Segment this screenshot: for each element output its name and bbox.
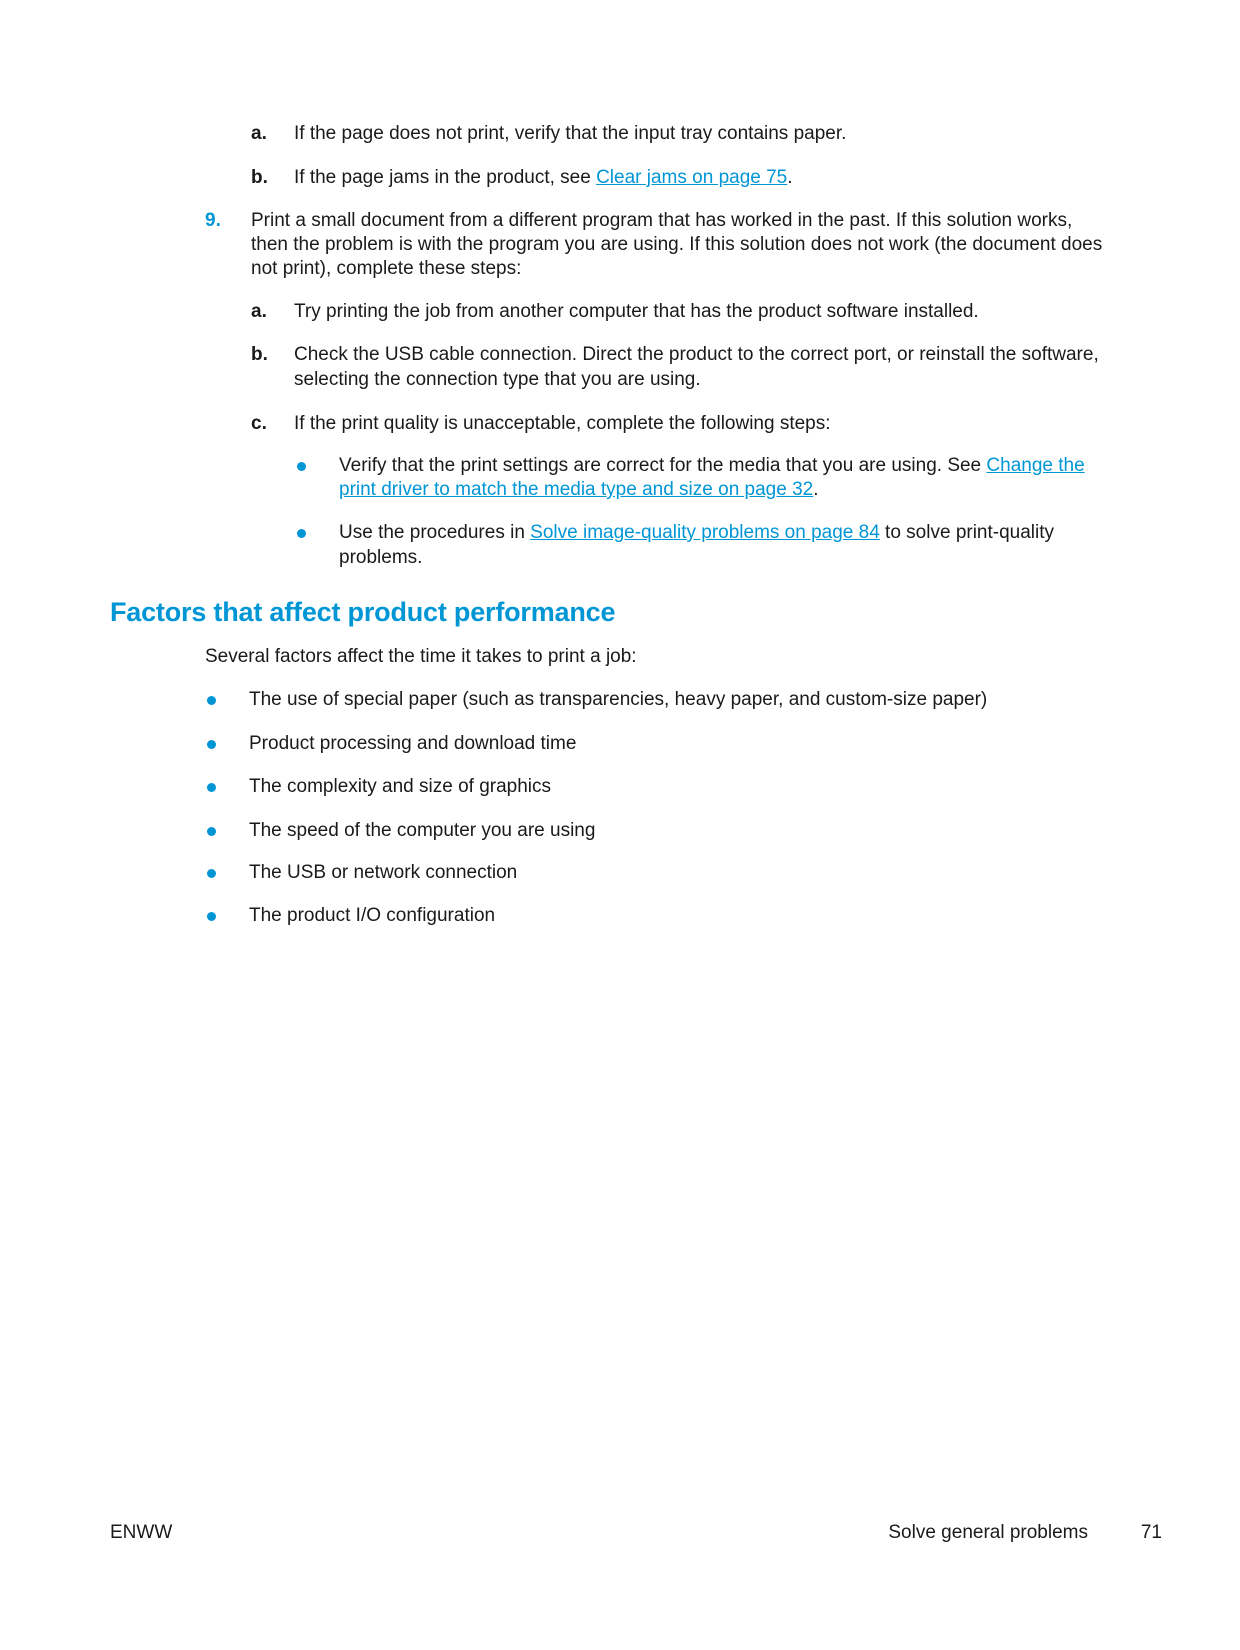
nested-bullet-2-text: Use the procedures in (339, 522, 531, 543)
section-intro: Several factors affect the time it takes to print a job: (205, 646, 637, 667)
substep-label-c: c. (251, 413, 267, 434)
bullet-icon (207, 827, 216, 836)
nested-bullet-1-text: Verify that the print settings are correct for the media that you are using. See (339, 455, 987, 476)
nested-bullet-2-line-1 (339, 521, 1054, 545)
factor-item: The speed of the computer you are using (249, 820, 596, 841)
bullet-icon (297, 462, 306, 471)
clear-jams-link[interactable]: Clear jams on page 75 (596, 167, 788, 188)
factor-item: The USB or network connection (249, 862, 518, 883)
nested-bullet-1-line-2 (339, 478, 819, 502)
section-heading: Factors that affect product performance (110, 597, 616, 627)
change-print-driver-link[interactable]: Change the (986, 455, 1085, 476)
bullet-icon (207, 740, 216, 749)
step-text-b (294, 166, 793, 190)
bullet-icon (207, 696, 216, 705)
step9-line-3: not print), complete these steps: (251, 258, 522, 279)
step-number-9: 9. (205, 210, 221, 231)
step9-line-1: Print a small document from a different program that has worked in the past. If this solution works, (251, 210, 1073, 231)
substep-label-a: a. (251, 301, 267, 322)
factor-item: The complexity and size of graphics (249, 776, 552, 797)
substep-text-a: Try printing the job from another computer that has the product software installed. (294, 301, 979, 322)
step9-line-2: then the problem is with the program you are using. If this solution does not work (the document does (251, 234, 1103, 255)
solve-image-quality-link[interactable]: Solve image-quality problems on page 84 (530, 522, 880, 543)
substep-text-b-line-1: Check the USB cable connection. Direct the product to the correct port, or reinstall the software, (294, 344, 1099, 365)
footer-left: ENWW (110, 1522, 173, 1543)
footer-chapter: Solve general problems (888, 1522, 1088, 1543)
change-print-driver-link-cont[interactable]: print driver to match the media type and size on page 32 (339, 479, 814, 500)
step-text-b-before: If the page jams in the product, see (294, 167, 597, 188)
nested-bullet-1-after: . (813, 479, 819, 500)
bullet-icon (207, 912, 216, 921)
substep-text-b-line-2: selecting the connection type that you are using. (294, 369, 701, 390)
bullet-icon (297, 529, 306, 538)
nested-bullet-2-after: to solve print-quality (879, 522, 1055, 543)
nested-bullet-2-line-2: problems. (339, 547, 423, 568)
footer-page-number: 71 (1140, 1522, 1162, 1543)
factor-item: Product processing and download time (249, 733, 577, 754)
bullet-icon (207, 869, 216, 878)
step-label-b: b. (251, 167, 268, 188)
step-text-a: If the page does not print, verify that the input tray contains paper. (294, 123, 847, 144)
bullet-icon (207, 783, 216, 792)
factor-item: The use of special paper (such as transparencies, heavy paper, and custom-size paper) (249, 689, 988, 710)
substep-text-c: If the print quality is unacceptable, complete the following steps: (294, 413, 831, 434)
step-text-b-after: . (787, 167, 793, 188)
nested-bullet-1-line-1 (339, 454, 1085, 478)
factor-item: The product I/O configuration (249, 905, 496, 926)
substep-label-b: b. (251, 344, 268, 365)
step-label-a: a. (251, 123, 267, 144)
